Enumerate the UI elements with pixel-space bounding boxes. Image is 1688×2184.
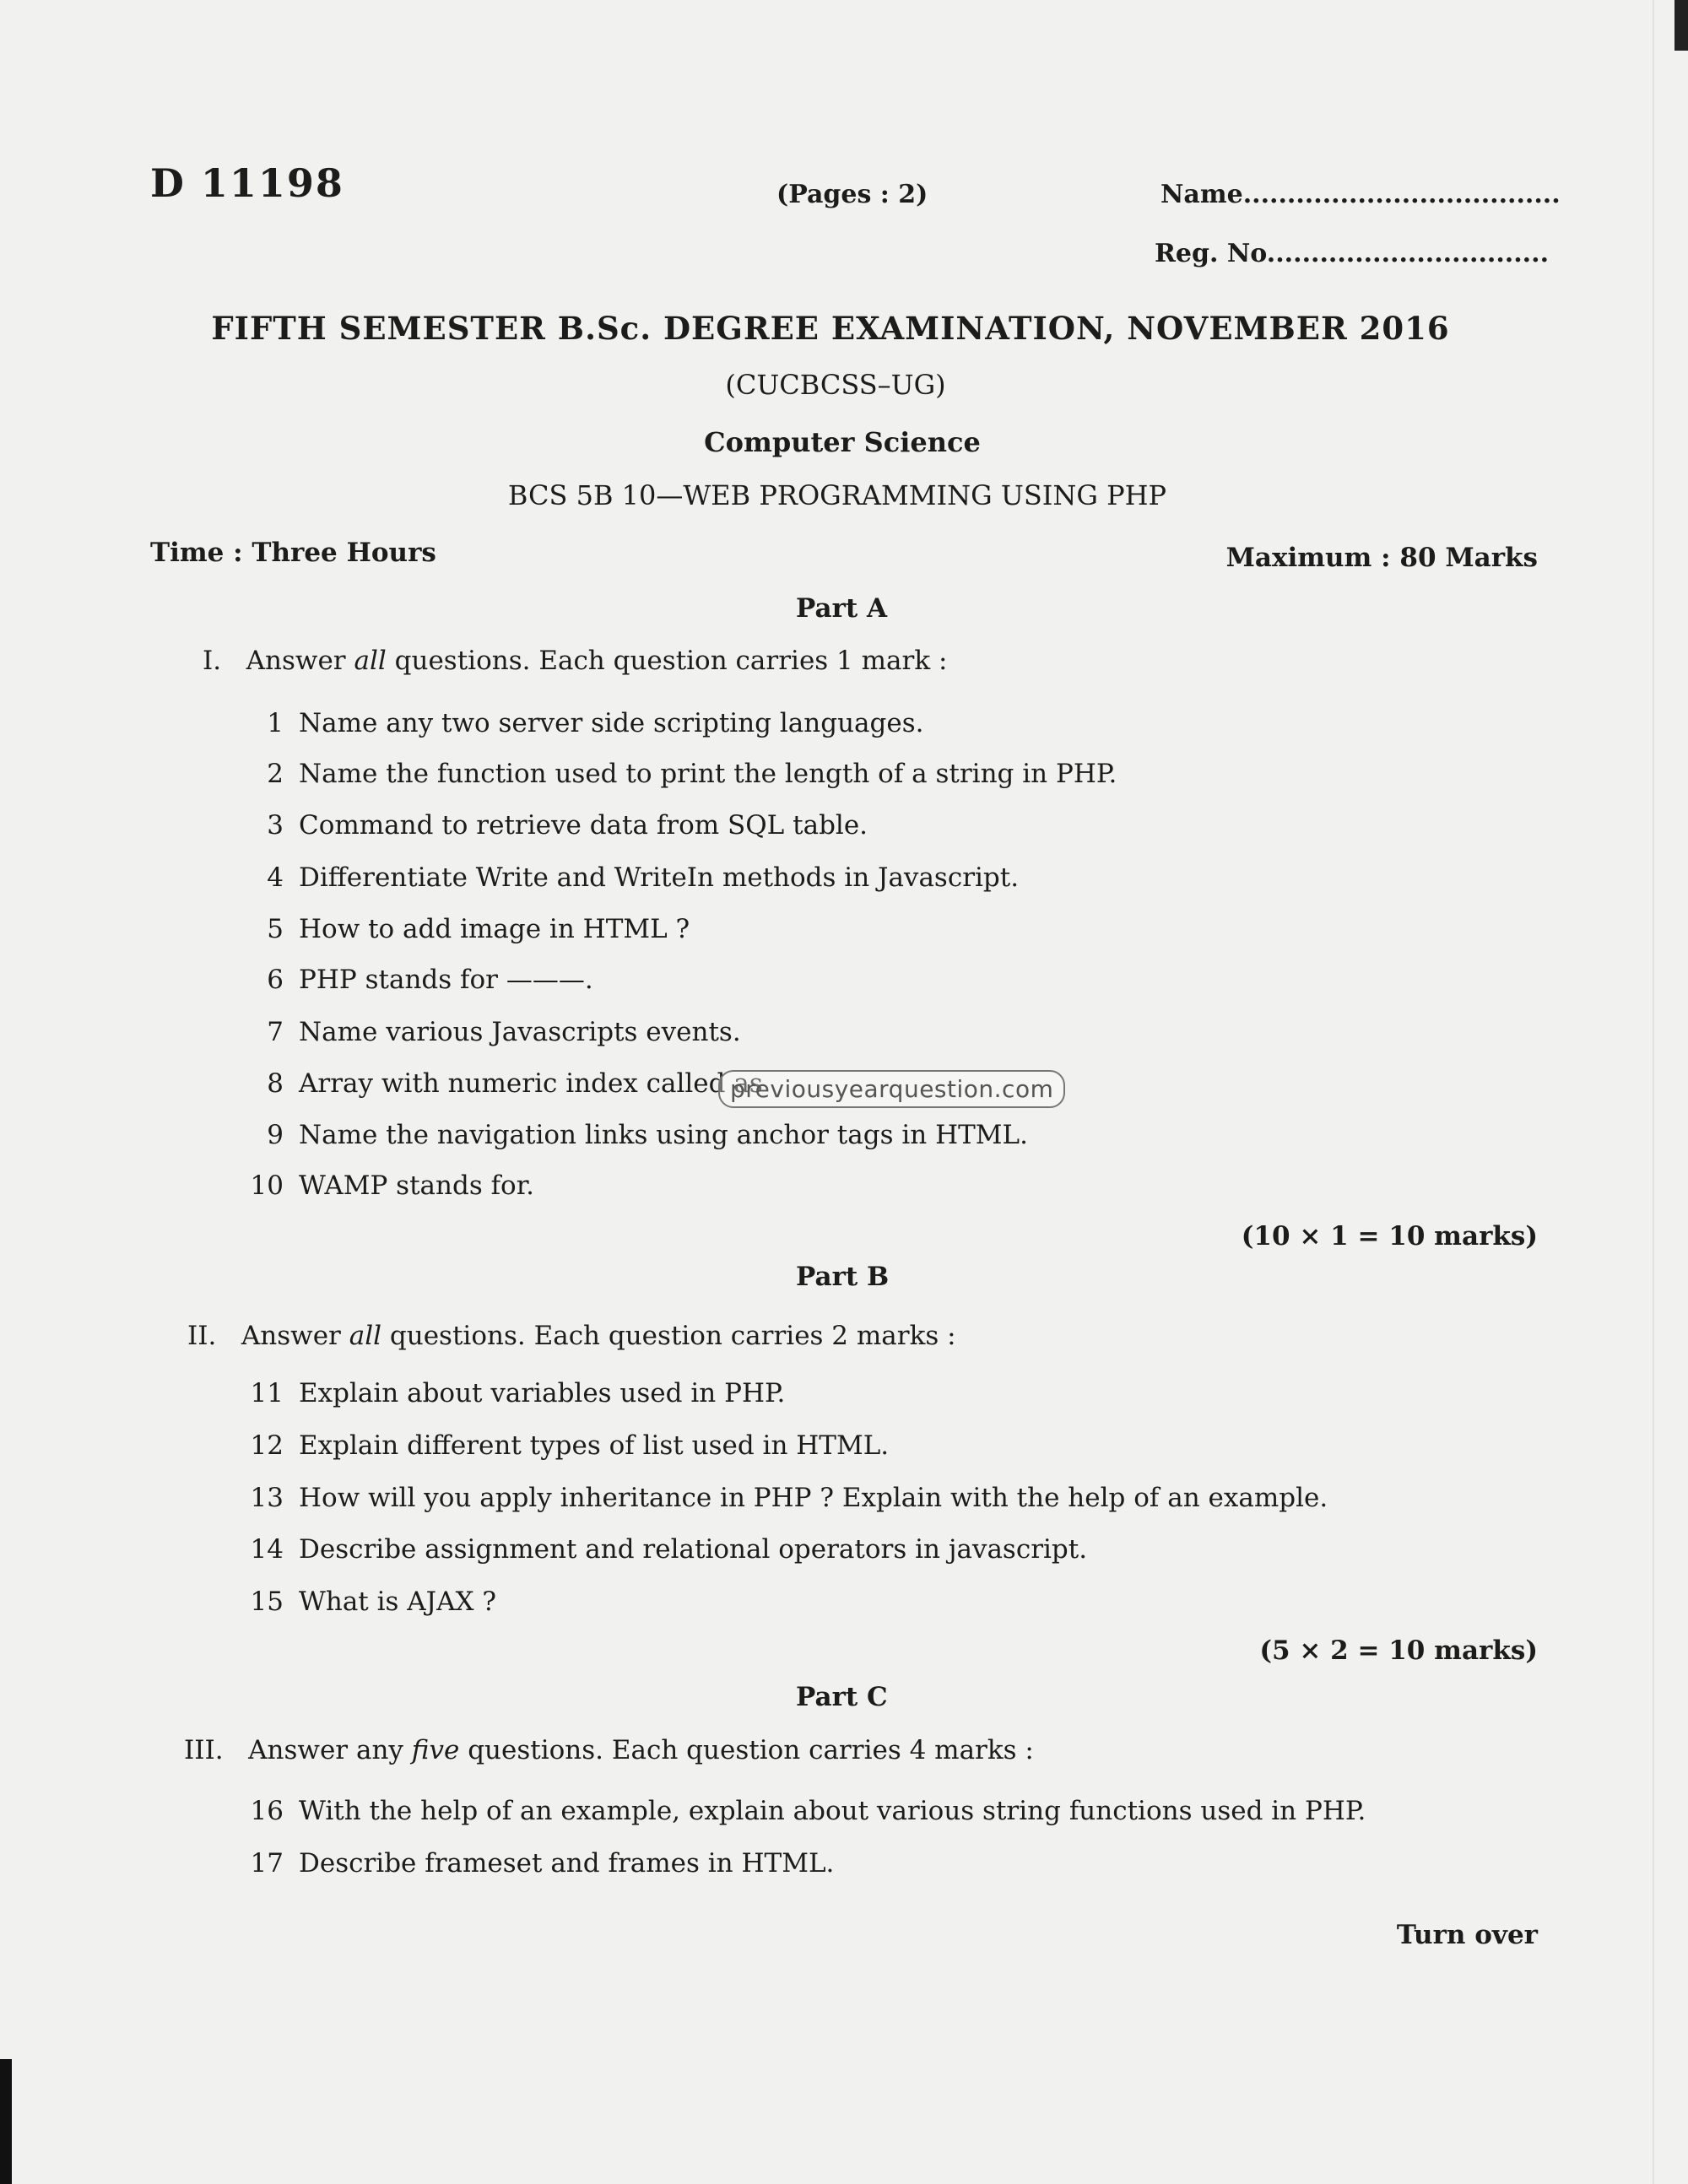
scan-edge-right xyxy=(1674,0,1688,51)
paper-title: BCS 5B 10—WEB PROGRAMMING USING PHP xyxy=(507,479,1167,511)
question-5: 5 How to add image in HTML ? xyxy=(267,914,690,944)
exam-scheme: (CUCBCSS–UG) xyxy=(725,369,946,401)
subject-name: Computer Science xyxy=(704,426,981,458)
name-field-label: Name.................................... xyxy=(1160,180,1561,209)
question-7: 7 Name various Javascripts events. xyxy=(267,1017,741,1047)
watermark-stamp: previousyearquestion.com xyxy=(718,1070,1065,1108)
question-13: 13 How will you apply inheritance in PHP ? Explain with the help of an example. xyxy=(250,1483,1328,1513)
time-allowed: Time : Three Hours xyxy=(150,538,436,568)
part-a-marks: (10 × 1 = 10 marks) xyxy=(1241,1221,1538,1251)
part-a-instruction: I. Answer all questions. Each question carries 1 mark : xyxy=(203,646,948,676)
reg-no-field-label: Reg. No................................ xyxy=(1155,239,1550,268)
question-14: 14 Describe assignment and relational operators in javascript. xyxy=(250,1534,1088,1565)
question-9: 9 Name the navigation links using anchor tags in HTML. xyxy=(267,1120,1028,1150)
question-4: 4 Differentiate Write and WriteIn methods in Javascript. xyxy=(267,862,1020,893)
part-b-marks: (5 × 2 = 10 marks) xyxy=(1259,1635,1538,1666)
paper-code: D 11198 xyxy=(150,160,344,206)
part-a-heading: Part A xyxy=(796,593,888,624)
question-8: 8 Array with numeric index called as xyxy=(267,1068,763,1099)
question-12: 12 Explain different types of list used in HTML. xyxy=(250,1430,890,1461)
page-count: (Pages : 2) xyxy=(776,180,928,209)
question-2: 2 Name the function used to print the length of a string in PHP. xyxy=(267,759,1117,789)
question-3: 3 Command to retrieve data from SQL table. xyxy=(267,810,868,841)
turn-over-note: Turn over xyxy=(1396,1920,1538,1950)
question-11: 11 Explain about variables used in PHP. xyxy=(250,1378,786,1408)
question-6: 6 PHP stands for ———. xyxy=(267,965,593,995)
part-c-heading: Part C xyxy=(796,1682,888,1712)
question-10: 10 WAMP stands for. xyxy=(250,1170,534,1201)
part-c-instruction: III. Answer any five questions. Each question carries 4 marks : xyxy=(184,1735,1034,1765)
question-17: 17 Describe frameset and frames in HTML. xyxy=(250,1848,835,1879)
part-b-instruction: II. Answer all questions. Each question carries 2 marks : xyxy=(187,1321,956,1351)
maximum-marks: Maximum : 80 Marks xyxy=(1225,543,1538,573)
question-16: 16 With the help of an example, explain about various string functions used in PHP. xyxy=(250,1796,1366,1826)
question-15: 15 What is AJAX ? xyxy=(250,1587,497,1617)
exam-title: FIFTH SEMESTER B.Sc. DEGREE EXAMINATION, NOVEMBER 2016 xyxy=(211,310,1450,347)
question-1: 1 Name any two server side scripting languages. xyxy=(267,708,924,738)
part-b-heading: Part B xyxy=(796,1262,890,1292)
scan-edge-left xyxy=(0,2059,12,2184)
